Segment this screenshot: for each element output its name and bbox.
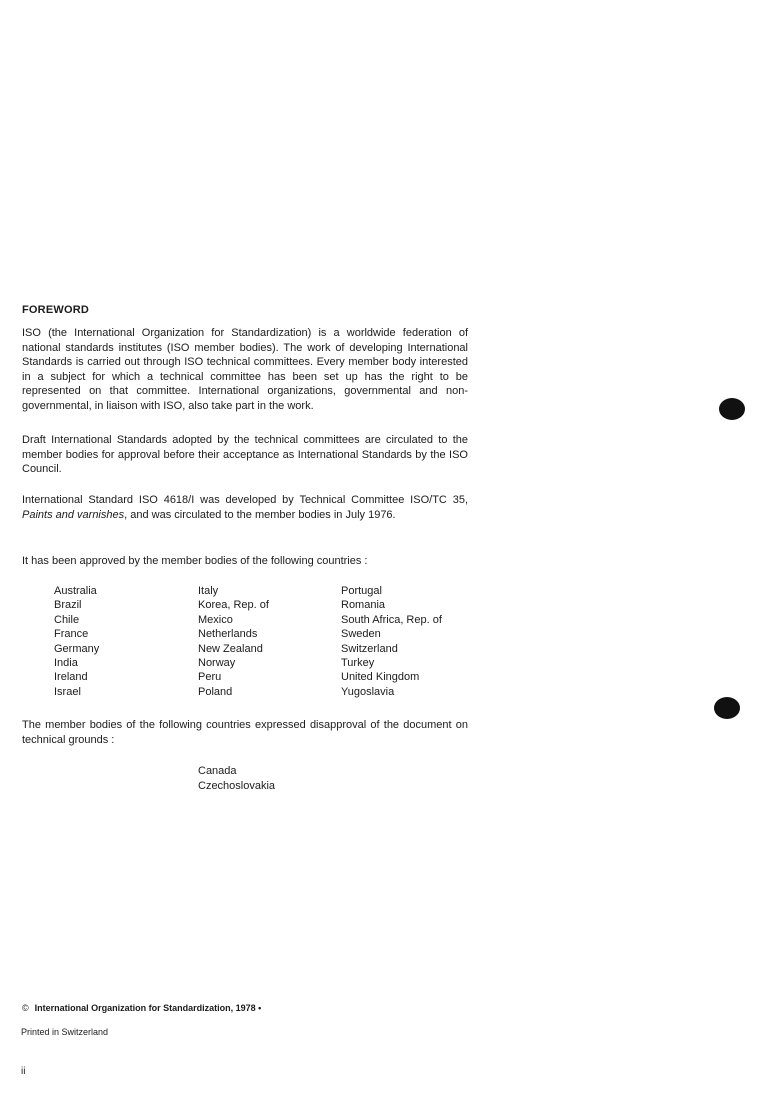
approved-countries-column-2 — [198, 584, 269, 699]
disapproving-countries — [198, 764, 275, 793]
country: Switzerland — [341, 642, 398, 655]
paragraph-standard-origin — [22, 493, 468, 522]
page-number: ii — [21, 1066, 26, 1077]
country: Australia — [54, 585, 97, 597]
committee-title: Paints and varnishes — [22, 508, 125, 521]
paragraph-iso-intro: ISO (the International Organization for Standardization) is a worldwide federation of national standards institutes (ISO member bodies). The work of developing International Standards is carried out through ISO technical committees. Every member body interested in a subject for which a technical committee has been set up has the right to be represented on that committee. International organizations, governmental and non-governmental, in liaison with ISO, also take part in the work. — [22, 327, 468, 412]
country: Peru — [198, 671, 222, 684]
country: Sweden — [341, 628, 381, 641]
country: Israel — [54, 685, 81, 698]
country: Italy — [198, 585, 219, 597]
standard-origin-text: International Standard ISO 4618/I was developed by Technical Committee ISO/TC 35, — [22, 494, 468, 506]
country: Brazil — [54, 599, 82, 612]
paragraph-draft-standards: Draft International Standards adopted by the technical committees are circulated to the member bodies for approval before their acceptance as International Standards by the ISO Council. — [22, 434, 468, 476]
country: Germany — [54, 642, 100, 655]
approval-intro: It has been approved by the member bodies of the following countries : — [22, 555, 368, 567]
country: Korea, Rep. of — [198, 599, 269, 612]
country: India — [54, 657, 78, 670]
country: Turkey — [341, 657, 375, 670]
standard-origin-tail: , and was circulated to the member bodies in July 1976. — [124, 508, 396, 521]
punch-hole-lower — [714, 697, 740, 719]
printed-location: Printed in Switzerland — [21, 1027, 109, 1037]
foreword-heading: FOREWORD — [22, 304, 89, 316]
disapproval-intro: The member bodies of the following countries expressed disapproval of the document on technical grounds : — [22, 719, 468, 746]
country: South Africa, Rep. of — [341, 613, 442, 626]
approved-countries-column-1 — [54, 584, 99, 699]
country: New Zealand — [198, 642, 263, 655]
copyright-line — [22, 1003, 261, 1013]
approved-countries-column-3 — [341, 584, 442, 699]
country: Czechoslovakia — [198, 779, 276, 792]
country: France — [54, 628, 89, 641]
country: Romania — [341, 599, 386, 612]
punch-hole-upper — [719, 398, 745, 420]
country: Mexico — [198, 613, 233, 626]
country: Portugal — [341, 585, 382, 597]
country: Netherlands — [198, 628, 258, 641]
country: Norway — [198, 657, 236, 670]
country: Ireland — [54, 671, 88, 684]
country: Canada — [198, 765, 237, 777]
country: Chile — [54, 613, 80, 626]
copyright-text: International Organization for Standardization, 1978 • — [34, 1003, 262, 1013]
country: Yugoslavia — [341, 685, 395, 698]
country: United Kingdom — [341, 671, 420, 684]
copyright-symbol: © — [22, 1003, 29, 1013]
country: Poland — [198, 685, 233, 698]
